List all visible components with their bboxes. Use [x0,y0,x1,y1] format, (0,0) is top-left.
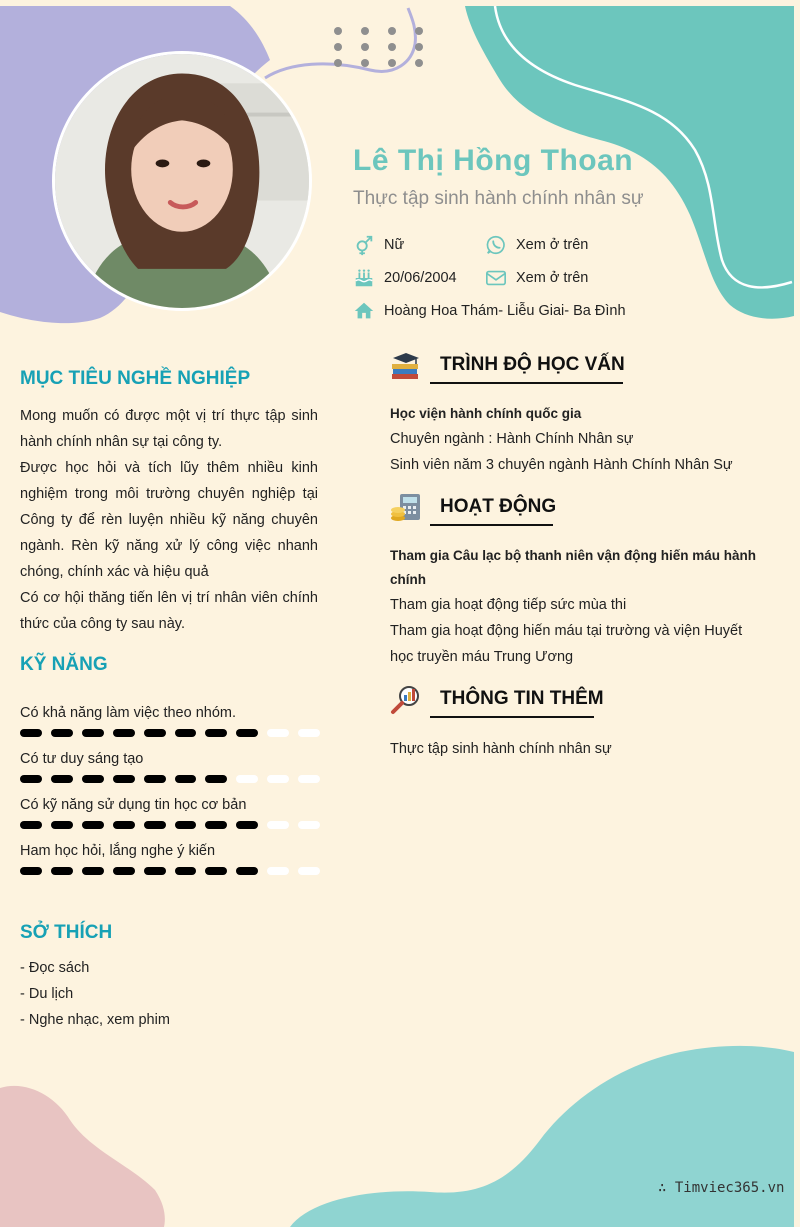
skill-item [20,703,320,737]
skill-dot [51,867,73,875]
extra-text: Thực tập sinh hành chính nhân sự [390,741,612,757]
activities-header [390,492,770,528]
skill-dot [113,775,135,783]
envelope-icon [485,267,507,289]
objective-paragraph-3: Có cơ hội thăng tiến lên vị trí nhân viên chính thức của công ty sau này. [20,590,318,632]
skill-dot [144,729,166,737]
skill-level-bar [20,775,320,783]
activity-item: Tham gia hoạt động tiếp sức mùa thi [390,597,627,613]
activities-heading: HOẠT ĐỘNG [440,496,557,517]
skill-dot [236,775,258,783]
skill-dot [20,821,42,829]
graduation-books-icon [390,350,422,382]
education-header [390,350,770,386]
heading-underline [430,716,594,718]
skill-dot [82,867,104,875]
activity-item: Tham gia hoạt động hiến máu tại trường và viện Huyết học truyền máu Trung Ương [390,623,743,665]
objective-paragraph-1: Mong muốn có được một vị trí thực tập sinh hành chính nhân sự tại công ty. [20,408,318,450]
profile-photo [52,51,312,311]
magnifier-chart-icon [390,684,422,716]
home-icon [353,300,375,322]
skill-dot [267,867,289,875]
skill-dot [144,821,166,829]
skill-dot [51,821,73,829]
hobby-item: - Du lịch [20,986,74,1002]
skill-dot [236,821,258,829]
heading-underline [430,524,553,526]
email-value: Xem ở trên [516,270,589,286]
skill-dot [51,775,73,783]
skill-dot [82,821,104,829]
skill-dot [236,867,258,875]
skill-dot [20,775,42,783]
extra-header [390,684,770,720]
skill-dot [175,867,197,875]
skill-dot [298,867,320,875]
skill-item [20,749,320,783]
skill-dot [144,775,166,783]
skill-dot [298,775,320,783]
education-heading: TRÌNH ĐỘ HỌC VẤN [440,354,625,375]
birthday-cake-icon [353,267,375,289]
skill-dot [20,867,42,875]
skill-level-bar [20,729,320,737]
gender-value: Nữ [384,237,405,253]
address-value: Hoàng Hoa Thám- Liễu Giai- Ba Đình [384,303,626,319]
skill-dot [298,821,320,829]
phone-value: Xem ở trên [516,237,589,253]
skill-item [20,841,320,875]
objective-paragraph-2: Được học hỏi và tích lũy thêm nhiều kinh nghiệm trong môi trường chuyên nghiệp tại Công ty để rèn luyện nhiều kỹ năng chuyên ngành. Rèn kỹ năng xử lý công việc nhanh chóng, chính xác và hiệu quả [20,460,318,580]
skill-dot [205,729,227,737]
birthday-info [353,267,457,289]
skill-dot [82,729,104,737]
skill-dot [20,729,42,737]
skill-name: Ham học hỏi, lắng nghe ý kiến [20,843,216,859]
skill-level-bar [20,867,320,875]
skill-level-bar [20,821,320,829]
skill-dot [205,821,227,829]
skill-dot [113,867,135,875]
phone-info [485,234,588,256]
skill-dot [51,729,73,737]
education-school: Học viện hành chính quốc gia [390,406,582,421]
skill-dot [267,775,289,783]
skill-name: Có kỹ năng sử dụng tin học cơ bản [20,797,247,813]
skill-item [20,795,320,829]
whatsapp-icon [485,234,507,256]
skill-dot [175,821,197,829]
hobby-item: - Đọc sách [20,960,90,976]
education-note: Sinh viên năm 3 chuyên ngành Hành Chính Nhân Sự [390,457,733,473]
skill-dot [267,821,289,829]
skill-name: Có tư duy sáng tạo [20,751,144,767]
objective-heading: MỤC TIÊU NGHỀ NGHIỆP [20,368,251,389]
calculator-coins-icon [390,492,422,524]
footer-watermark: ∴ Timviec365.vn [658,1180,785,1196]
extra-heading: THÔNG TIN THÊM [440,688,604,709]
skill-dot [236,729,258,737]
education-major: Chuyên ngành : Hành Chính Nhân sự [390,431,634,447]
skill-dot [144,867,166,875]
job-title: Thực tập sinh hành chính nhân sự [353,188,644,209]
skill-name: Có khả năng làm việc theo nhóm. [20,705,237,721]
skill-dot [175,729,197,737]
skill-dot [175,775,197,783]
address-info [353,300,626,322]
email-info [485,267,588,289]
hobbies-heading: SỞ THÍCH [20,922,113,943]
skill-dot [298,729,320,737]
skill-dot [267,729,289,737]
skill-dot [205,775,227,783]
hobby-item: - Nghe nhạc, xem phim [20,1012,170,1028]
skill-dot [82,775,104,783]
skills-heading: KỸ NĂNG [20,654,108,675]
skill-dot [113,729,135,737]
skill-dot [205,867,227,875]
gender-info [353,234,404,256]
skill-dot [113,821,135,829]
activities-title: Tham gia Câu lạc bộ thanh niên vận động hiến máu hành chính [390,548,757,587]
gender-icon [353,234,375,256]
birthday-value: 20/06/2004 [384,270,457,286]
heading-underline [430,382,623,384]
candidate-name: Lê Thị Hồng Thoan [353,144,634,177]
